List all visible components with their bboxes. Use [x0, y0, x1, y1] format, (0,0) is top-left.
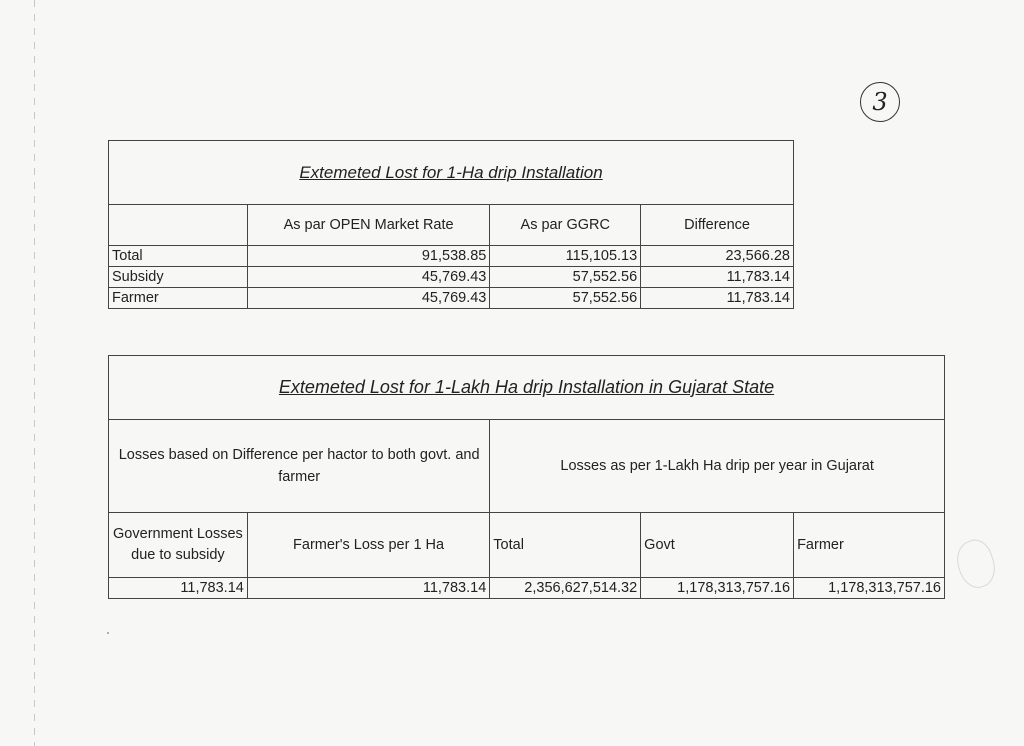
- cell-ggrc: 57,552.56: [490, 288, 641, 309]
- cell-farmer: 1,178,313,757.16: [794, 578, 945, 599]
- cell-difference: 23,566.28: [641, 246, 794, 267]
- header-total: Total: [490, 513, 641, 578]
- gujarat-loss-table: [108, 355, 945, 599]
- header-ggrc: As par GGRC: [490, 205, 641, 246]
- cell-ggrc: 115,105.13: [490, 246, 641, 267]
- scan-stamp-mark: [951, 535, 1001, 592]
- group-header-right: Losses as per 1-Lakh Ha drip per year in Gujarat: [490, 420, 945, 513]
- table-title-row: [109, 141, 794, 205]
- cell-open-market: 91,538.85: [247, 246, 490, 267]
- cell-difference: 11,783.14: [641, 267, 794, 288]
- table-row: [109, 267, 794, 288]
- table-group-header-row: [109, 420, 945, 513]
- table-title: Extemeted Lost for 1-Lakh Ha drip Installation in Gujarat State: [278, 377, 775, 397]
- table-header-row: [109, 205, 794, 246]
- row-label: Farmer: [109, 288, 248, 309]
- table-row: [109, 578, 945, 599]
- table-title: Extemeted Lost for 1-Ha drip Installation: [299, 162, 603, 182]
- cell-farmer-loss: 11,783.14: [247, 578, 489, 599]
- table-title-row: [109, 356, 945, 420]
- group-header-left: Losses based on Difference per hactor to both govt. and farmer: [109, 420, 490, 513]
- header-blank-cell: [109, 205, 248, 246]
- header-govt: Govt: [641, 513, 794, 578]
- table-row: [109, 246, 794, 267]
- cell-govt-loss: 11,783.14: [109, 578, 248, 599]
- header-farmer-loss: Farmer's Loss per 1 Ha: [247, 513, 489, 578]
- page-margin-line: [34, 0, 35, 746]
- header-open-market: As par OPEN Market Rate: [247, 205, 490, 246]
- drip-cost-table: [108, 140, 794, 309]
- table-title-cell: [109, 356, 945, 420]
- header-farmer: Farmer: [794, 513, 945, 578]
- row-label: Total: [109, 246, 248, 267]
- cell-open-market: 45,769.43: [247, 267, 490, 288]
- cell-ggrc: 57,552.56: [490, 267, 641, 288]
- row-label: Subsidy: [109, 267, 248, 288]
- cell-total: 2,356,627,514.32: [490, 578, 641, 599]
- header-govt-loss: Government Losses due to subsidy: [109, 513, 248, 578]
- page-number-mark: 3: [860, 82, 900, 122]
- cell-govt: 1,178,313,757.16: [641, 578, 794, 599]
- table-header-row: [109, 513, 945, 578]
- cell-open-market: 45,769.43: [247, 288, 490, 309]
- table-row: [109, 288, 794, 309]
- header-difference: Difference: [641, 205, 794, 246]
- table-title-cell: [109, 141, 794, 205]
- cell-difference: 11,783.14: [641, 288, 794, 309]
- scan-speck: [107, 632, 109, 634]
